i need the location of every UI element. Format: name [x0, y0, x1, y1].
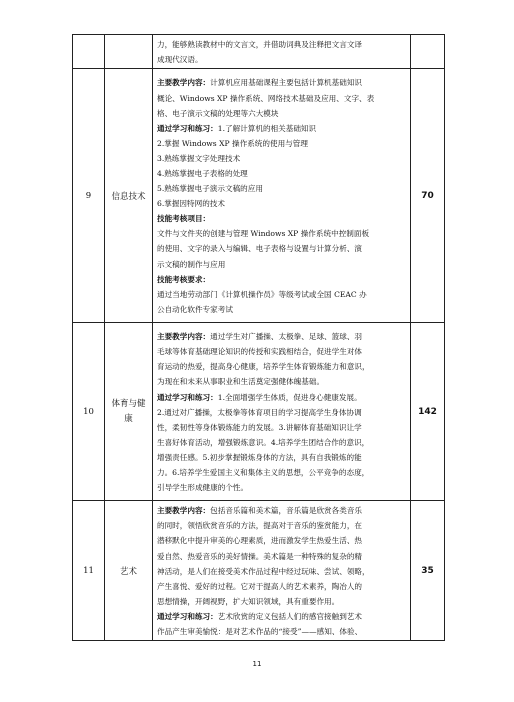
goal-text: 1.了解计算机的相关基础知识	[217, 123, 317, 133]
goal-line	[157, 390, 407, 405]
content-line: 通过当地劳动部门《计算机操作员》等级考试或全国 CEAC 办	[157, 289, 367, 299]
content-line: 概论、Windows XP 操作系统、网络技术基础及应用、文字、表	[157, 93, 375, 103]
content-line: 力，能够熟读教材中的文言文，并借助词典及注释把文言文译	[157, 40, 363, 49]
subject-name	[105, 35, 153, 69]
subject-content	[153, 69, 411, 323]
content-line: 6.掌握因特网的技术	[157, 199, 225, 209]
main-content-text: 通过学生对广播操、太极拳、足球、篮球、羽	[210, 332, 363, 342]
row-number: 11	[73, 501, 105, 641]
content-line: 爱自然、热爱音乐的美好情操。美术篇是一种特殊的复杂的精	[157, 551, 363, 561]
content-line: 产生喜悦、爱好的过程。它对于提高人的艺术素养，陶冶人的	[157, 581, 363, 591]
content-line: 生喜好体育活动，增强锻炼意识。4.培养学生团结合作的意识，	[157, 437, 370, 447]
page-number: 11	[252, 660, 262, 668]
goal-line	[157, 609, 407, 624]
content-line: 育运动的热爱，提高身心健康，培养学生体育锻炼能力和意识，	[157, 362, 370, 372]
main-content-line	[157, 503, 407, 518]
content-line: 引导学生形成健康的个性。	[157, 483, 249, 493]
skill-requirements-label: 技能考核要求：	[157, 274, 211, 284]
main-content-label: 主要教学内容：	[157, 332, 211, 342]
content-line: 2.通过对广播操，太极拳等体育项目的学习提高学生身体协调	[157, 407, 362, 417]
content-line: 思想情操，开阔视野，扩大知识领域，具有重要作用。	[157, 596, 340, 606]
table-row	[73, 35, 445, 69]
hours-value: 35	[411, 501, 445, 641]
content-line: 神活动，是人们在接受美术作品过程中经过玩味、尝试、领略，	[157, 566, 370, 576]
curriculum-table	[72, 34, 445, 641]
subject-name-line: 体育与健	[111, 398, 146, 409]
content-line: 性，柔韧性等身体锻炼能力的发展。3.讲解体育基础知识让学	[157, 422, 362, 432]
content-line: 增强责任感。5.初步掌握锻炼身体的方法，具有自我锻炼的能	[157, 452, 362, 462]
content-line: 5.熟练掌握电子演示文稿的应用	[157, 184, 263, 194]
main-content-label: 主要教学内容：	[157, 78, 211, 88]
main-content-label: 主要教学内容：	[157, 506, 211, 516]
subject-content	[153, 35, 411, 69]
table-row	[73, 323, 445, 501]
table-row	[73, 69, 445, 323]
content-line: 公自动化软件专家考试	[157, 304, 233, 314]
row-number: 10	[73, 323, 105, 501]
goal-text: 艺术欣赏的定义包括人们的感官接触到艺术	[217, 611, 363, 621]
content-line: 格、电子演示文稿的处理等六大模块	[157, 108, 279, 118]
subject-name-line: 康	[124, 413, 133, 424]
hours-value: 142	[411, 323, 445, 501]
row-number: 9	[73, 69, 105, 323]
main-content-line	[157, 329, 407, 344]
goal-label: 通过学习和练习：	[157, 611, 218, 621]
content-line: 3.熟练掌握文字处理技术	[157, 153, 241, 163]
goal-label: 通过学习和练习：	[157, 123, 218, 133]
skill-items-label: 技能考核项目：	[157, 214, 211, 224]
content-line: 力。6.培养学生爱国主义和集体主义的思想，公平竞争的态度，	[157, 468, 370, 478]
content-line: 潜移默化中提升审美的心理素质，进而激发学生热爱生活、热	[157, 536, 363, 546]
subject-name: 艺术	[105, 501, 153, 641]
content-line: 作品产生审美愉悦：是对艺术作品的“接受”——感知、体验、	[157, 627, 363, 637]
content-line: 4.熟练掌握电子表格的处理	[157, 169, 248, 178]
goal-text: 1.全面增强学生体质，促进身心健康发展。	[217, 392, 362, 402]
content-line: 的使用、文字的录入与编辑、电子表格与设置与计算分析、演	[157, 244, 363, 254]
subject-content	[153, 501, 411, 641]
goal-line	[157, 121, 407, 136]
goal-label: 通过学习和练习：	[157, 392, 218, 402]
content-line: 示文稿的制作与应用	[157, 259, 226, 269]
hours-value	[411, 35, 445, 69]
content-line: 为现在和未来从事职业和生活奠定强健体魄基础。	[157, 377, 325, 387]
main-content-line	[157, 75, 407, 90]
subject-name	[105, 323, 153, 501]
subject-name: 信息技术	[105, 69, 153, 323]
content-line: 成现代汉语。	[157, 55, 203, 65]
content-line: 毛球等体育基础理论知识的传授和实践相结合，促进学生对体	[157, 347, 363, 357]
table-row	[73, 501, 445, 641]
content-line: 文件与文件夹的创建与管理 Windows XP 操作系统中控制面板	[157, 229, 370, 239]
content-line: 的同时，领悟欣赏音乐的方法，提高对于音乐的鉴赏能力，在	[157, 521, 363, 531]
subject-content	[153, 323, 411, 501]
hours-value: 70	[411, 69, 445, 323]
main-content-text: 包括音乐篇和美术篇，音乐篇是欣赏各类音乐	[210, 506, 363, 516]
row-number	[73, 35, 105, 69]
content-line: 2.掌握 Windows XP 操作系统的使用与管理	[157, 138, 308, 148]
main-content-text: 计算机应用基础课程主要包括计算机基础知识	[210, 78, 363, 88]
